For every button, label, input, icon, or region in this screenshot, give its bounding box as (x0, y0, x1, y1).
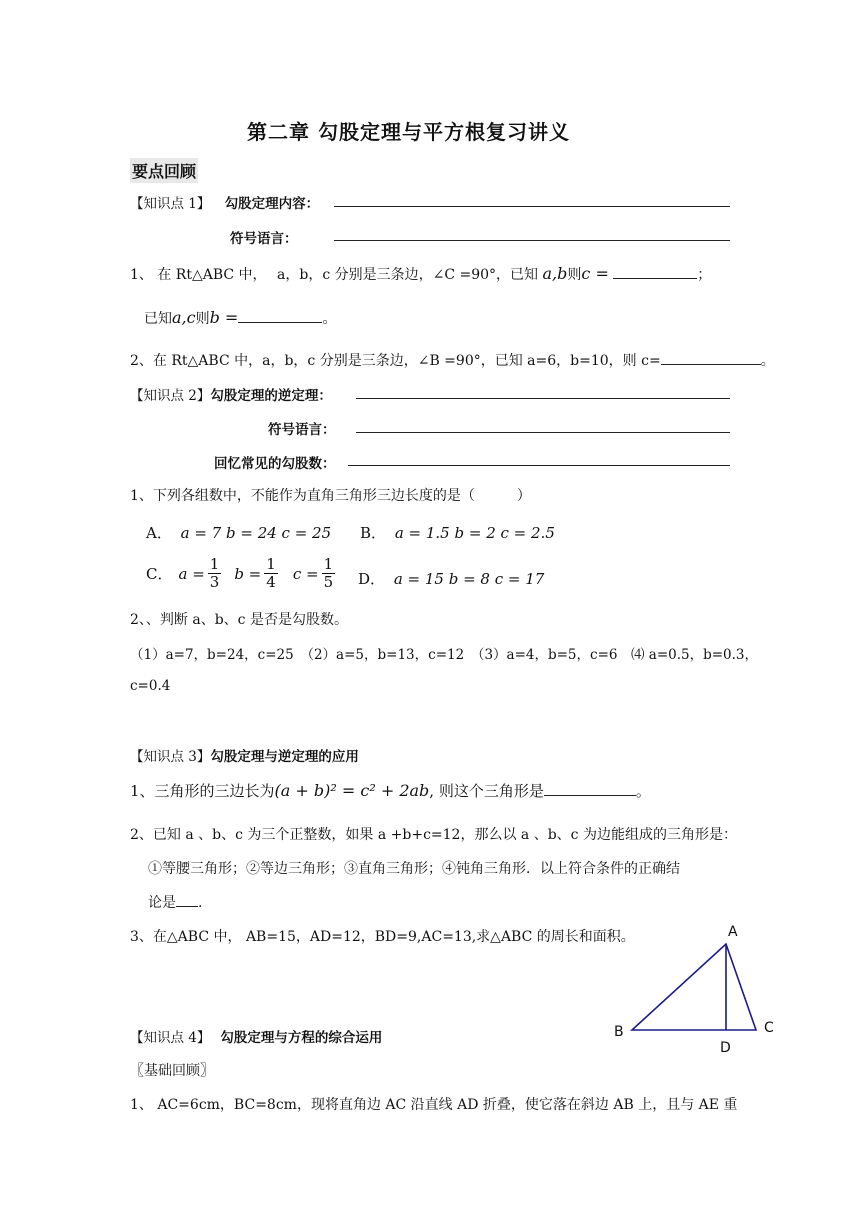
kp2-option-a-label: A． (146, 524, 172, 542)
kp1-q1-then2: 则 (195, 311, 210, 327)
kp1-q1-known1: a,b (542, 264, 568, 283)
kp1-q1-then1: 则 (567, 267, 582, 283)
kp3-heading-row (130, 745, 359, 765)
vertex-label-d: D (720, 1040, 731, 1056)
kp2-option-d-value: a = 15 b = 8 c = 17 (393, 570, 545, 588)
kp1-q2-end: 。 (760, 353, 775, 369)
kp1-question-1-cont (144, 308, 336, 328)
kp3-q1-prefix: 1、三角形的三边长为 (130, 782, 275, 800)
kp1-question-1 (130, 264, 711, 284)
kp2-label: 【知识点 2】 (130, 388, 211, 404)
kp2-option-c-b: b = (234, 564, 262, 583)
kp1-symbol-blank (334, 240, 730, 241)
kp1-content-label: 勾股定理内容： (224, 196, 320, 212)
kp2-option-d (358, 568, 544, 589)
kp1-q2-answer-blank (661, 364, 761, 365)
kp3-q1-end: 。 (635, 782, 651, 800)
triangle-abc (632, 944, 756, 1030)
kp2-common-row (214, 452, 336, 472)
kp2-question-2-items-cont: c=0.4 (130, 678, 171, 694)
kp2-option-c-a: a = (178, 564, 205, 583)
kp3-q1-answer-blank (544, 795, 636, 796)
kp1-q1-known2: a,c (172, 308, 196, 327)
kp1-q1-known2-prefix: 已知 (144, 311, 172, 327)
vertex-label-a: A (728, 924, 738, 940)
kp4-label: 【知识点 4】 (130, 1030, 211, 1046)
kp2-option-c-frac-b: $\frac{1}{4}$ (266, 555, 276, 592)
kp2-common-label: 回忆常见的勾股数： (214, 456, 336, 472)
kp4-subheading: 〖基础回顾〗 (130, 1063, 214, 1079)
kp3-question-2-line1: 2、已知 a 、b、c 为三个正整数，如果 a +b+c=12，那么以 a 、b、c 为边能组成的三角形是： (130, 827, 737, 843)
kp1-q1-answer-blank-2 (238, 322, 322, 323)
kp2-symbol-blank (356, 432, 730, 433)
kp3-q1-expression: (a + b)² = c² + 2ab (274, 781, 430, 800)
kp3-heading: 勾股定理与逆定理的应用 (210, 749, 359, 765)
triangle-figure (608, 916, 788, 1066)
kp2-option-c-frac-c: $\frac{1}{5}$ (323, 555, 334, 592)
kp3-q2-end: . (198, 895, 203, 911)
kp1-symbol-row (230, 227, 298, 247)
kp3-q1-suffix: , 则这个三角形是 (429, 782, 544, 800)
kp2-option-d-label: D． (358, 570, 386, 588)
kp2-option-b (360, 522, 555, 543)
kp3-question-2-line2: ①等腰三角形；②等边三角形；③直角三角形；④钝角三角形．以上符合条件的正确结 (148, 861, 680, 877)
page-title: 第二章 勾股定理与平方根复习讲义 (247, 120, 570, 144)
kp2-option-c-frac-a: $\frac{1}{3}$ (209, 555, 220, 592)
kp2-symbol-row (268, 418, 336, 438)
kp2-converse-blank (356, 398, 730, 399)
kp1-question-2 (130, 350, 775, 370)
kp2-common-blank (348, 465, 730, 466)
kp3-question-3: 3、在△ABC 中， AB=15，AD=12，BD=9,AC=13,求△ABC 的周长和面积。 (130, 929, 635, 945)
kp3-label: 【知识点 3】 (130, 749, 211, 765)
kp1-q1-var1: c = (581, 264, 609, 283)
kp2-option-b-label: B． (360, 524, 387, 542)
kp2-converse-label: 勾股定理的逆定理： (210, 388, 332, 404)
kp1-q1-end2: 。 (322, 311, 337, 327)
kp1-q1-var2: b = (209, 308, 239, 327)
kp2-question-2: 2、、判断 a、b、c 是否是勾股数。 (130, 612, 348, 628)
kp4-heading: 勾股定理与方程的综合运用 (220, 1030, 383, 1046)
vertex-label-b: B (614, 1024, 624, 1040)
kp3-q2-answer-blank (176, 906, 198, 907)
kp1-label: 【知识点 1】 (130, 196, 211, 212)
kp2-option-c-label: C． (146, 565, 173, 584)
kp1-symbol-label: 符号语言： (230, 231, 298, 247)
kp1-q1-prefix: 1、 在 Rt△ABC 中， (130, 267, 267, 283)
kp3-question-1 (130, 780, 651, 801)
kp1-q1-answer-blank (613, 278, 697, 279)
kp2-option-c-c: c = (292, 564, 319, 583)
kp2-converse-row (130, 384, 332, 404)
kp1-content-blank (334, 206, 730, 207)
kp3-q2-line3-text: 论是 (148, 895, 176, 911)
kp1-content-row (130, 192, 319, 212)
kp4-heading-row (130, 1026, 382, 1046)
kp2-symbol-label: 符号语言： (268, 422, 336, 438)
kp2-question-2-items: （1）a=7，b=24，c=25 （2）a=5，b=13，c=12 （3）a=4，b=5，c=6 ⑷ a=0.5，b=0.3， (130, 647, 759, 663)
vertex-label-c: C (764, 1020, 774, 1036)
kp1-q1-body: a，b，c 分别是三条边，∠C =90°，已知 (277, 267, 539, 283)
kp2-question-1: 1、下列各组数中，不能作为直角三角形三边长度的是（ ） (130, 488, 531, 504)
kp1-q2-text: 2、在 Rt△ABC 中，a，b，c 分别是三条边，∠B =90°，已知 a=6，b=10，则 c= (130, 353, 661, 369)
kp1-q1-end1: ； (697, 267, 712, 283)
kp2-option-a-value: a = 7 b = 24 c = 25 (180, 524, 332, 542)
kp4-question-1: 1、 AC=6cm，BC=8cm，现将直角边 AC 沿直线 AD 折叠，使它落在斜边 AB 上，且与 AE 重 (130, 1097, 738, 1113)
kp2-option-c (146, 556, 338, 592)
section-heading-review: 要点回顾 (130, 158, 198, 183)
kp3-question-2-line3 (148, 892, 202, 912)
kp2-option-b-value: a = 1.5 b = 2 c = 2.5 (394, 524, 555, 542)
kp2-option-a (146, 522, 331, 543)
